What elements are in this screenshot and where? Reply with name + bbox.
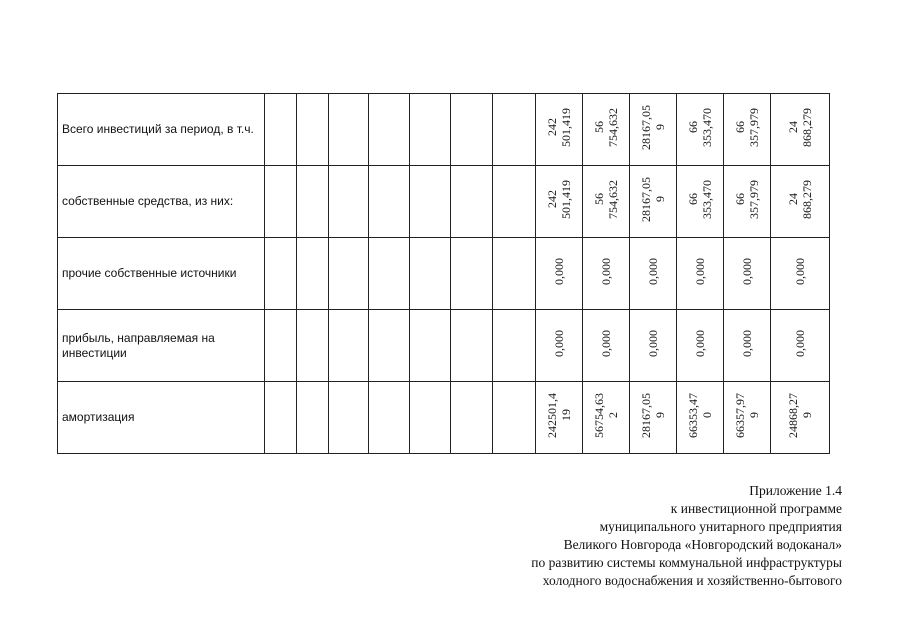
- value-text: 0,000: [693, 257, 707, 285]
- value-cell: [724, 166, 771, 238]
- empty-cell: [410, 94, 451, 166]
- value-cell: [771, 166, 830, 238]
- row-label: прочие собственные источники: [58, 238, 265, 310]
- value-cell: [771, 310, 830, 382]
- value-text: 28167,05 9: [639, 392, 667, 438]
- value-cell: [677, 382, 724, 454]
- value-text: 56 754,632: [592, 107, 620, 147]
- empty-cell: [297, 310, 329, 382]
- empty-cell: [369, 166, 410, 238]
- value-text: 66 357,979: [733, 179, 761, 219]
- value-text: 0,000: [793, 257, 807, 285]
- empty-cell: [265, 94, 297, 166]
- empty-cell: [451, 94, 493, 166]
- empty-cell: [329, 94, 369, 166]
- value-cell: [724, 310, 771, 382]
- appendix-line: Великого Новгорода «Новгородский водоканал»: [563, 537, 842, 552]
- value-cell: [677, 94, 724, 166]
- empty-cell: [410, 310, 451, 382]
- empty-cell: [265, 238, 297, 310]
- empty-cell: [493, 166, 536, 238]
- value-cell: [630, 238, 677, 310]
- table-row: [58, 238, 830, 310]
- value-cell: [630, 166, 677, 238]
- appendix-line: Приложение 1.4: [749, 483, 842, 498]
- value-text: 66 353,470: [686, 179, 714, 219]
- empty-cell: [410, 166, 451, 238]
- value-text: 0,000: [740, 329, 754, 357]
- empty-cell: [369, 382, 410, 454]
- value-text: 66 353,470: [686, 107, 714, 147]
- table-row: [58, 94, 830, 166]
- empty-cell: [493, 238, 536, 310]
- table-row: [58, 310, 830, 382]
- appendix-line: муниципального унитарного предприятия: [599, 519, 842, 534]
- empty-cell: [297, 382, 329, 454]
- table-row: [58, 166, 830, 238]
- value-text: 0,000: [599, 329, 613, 357]
- empty-cell: [329, 310, 369, 382]
- value-cell: [630, 310, 677, 382]
- empty-cell: [493, 94, 536, 166]
- value-text: 0,000: [693, 329, 707, 357]
- empty-cell: [329, 238, 369, 310]
- value-text: 0,000: [552, 329, 566, 357]
- empty-cell: [369, 94, 410, 166]
- value-cell: [536, 310, 583, 382]
- value-cell: [583, 238, 630, 310]
- value-cell: [771, 238, 830, 310]
- investment-table: [57, 93, 830, 454]
- empty-cell: [410, 238, 451, 310]
- value-cell: [724, 94, 771, 166]
- table-row: [58, 382, 830, 454]
- empty-cell: [265, 310, 297, 382]
- empty-cell: [265, 166, 297, 238]
- value-text: 242 501,419: [545, 107, 573, 147]
- appendix-line: холодного водоснабжения и хозяйственно-бытового: [542, 573, 842, 588]
- value-text: 56754,63 2: [592, 392, 620, 438]
- value-text: 28167,05 9: [639, 104, 667, 150]
- value-cell: [724, 382, 771, 454]
- empty-cell: [297, 94, 329, 166]
- value-cell: [630, 94, 677, 166]
- value-cell: [536, 382, 583, 454]
- value-cell: [724, 238, 771, 310]
- value-text: 66357,97 9: [733, 392, 761, 438]
- value-text: 0,000: [552, 257, 566, 285]
- empty-cell: [329, 166, 369, 238]
- value-text: 24 868,279: [786, 179, 814, 219]
- value-cell: [677, 310, 724, 382]
- empty-cell: [329, 382, 369, 454]
- value-text: 24868,27 9: [786, 392, 814, 438]
- value-text: 66 357,979: [733, 107, 761, 147]
- value-cell: [583, 166, 630, 238]
- value-text: 0,000: [646, 257, 660, 285]
- empty-cell: [297, 166, 329, 238]
- empty-cell: [410, 382, 451, 454]
- value-text: 242501,4 19: [545, 392, 573, 438]
- value-cell: [630, 382, 677, 454]
- empty-cell: [369, 310, 410, 382]
- empty-cell: [297, 238, 329, 310]
- value-cell: [583, 310, 630, 382]
- empty-cell: [369, 238, 410, 310]
- value-text: 28167,05 9: [639, 176, 667, 222]
- empty-cell: [493, 310, 536, 382]
- value-cell: [771, 382, 830, 454]
- row-label: Всего инвестиций за период, в т.ч.: [58, 94, 265, 166]
- value-text: 24 868,279: [786, 107, 814, 147]
- appendix-caption: [531, 482, 842, 590]
- empty-cell: [451, 166, 493, 238]
- value-text: 0,000: [740, 257, 754, 285]
- value-cell: [677, 166, 724, 238]
- value-text: 56 754,632: [592, 179, 620, 219]
- value-text: 242 501,419: [545, 179, 573, 219]
- value-text: 0,000: [793, 329, 807, 357]
- empty-cell: [451, 310, 493, 382]
- value-cell: [583, 382, 630, 454]
- value-cell: [536, 166, 583, 238]
- empty-cell: [265, 382, 297, 454]
- empty-cell: [451, 382, 493, 454]
- value-cell: [677, 238, 724, 310]
- empty-cell: [493, 382, 536, 454]
- value-cell: [583, 94, 630, 166]
- value-cell: [536, 238, 583, 310]
- appendix-line: к инвестиционной программе: [670, 501, 842, 516]
- empty-cell: [451, 238, 493, 310]
- row-label: собственные средства, из них:: [58, 166, 265, 238]
- value-text: 66353,47 0: [686, 392, 714, 438]
- appendix-line: по развитию системы коммунальной инфраструктуры: [531, 555, 842, 570]
- row-label: прибыль, направляемая на инвестиции: [58, 310, 265, 382]
- value-cell: [771, 94, 830, 166]
- value-text: 0,000: [599, 257, 613, 285]
- value-text: 0,000: [646, 329, 660, 357]
- row-label: амортизация: [58, 382, 265, 454]
- value-cell: [536, 94, 583, 166]
